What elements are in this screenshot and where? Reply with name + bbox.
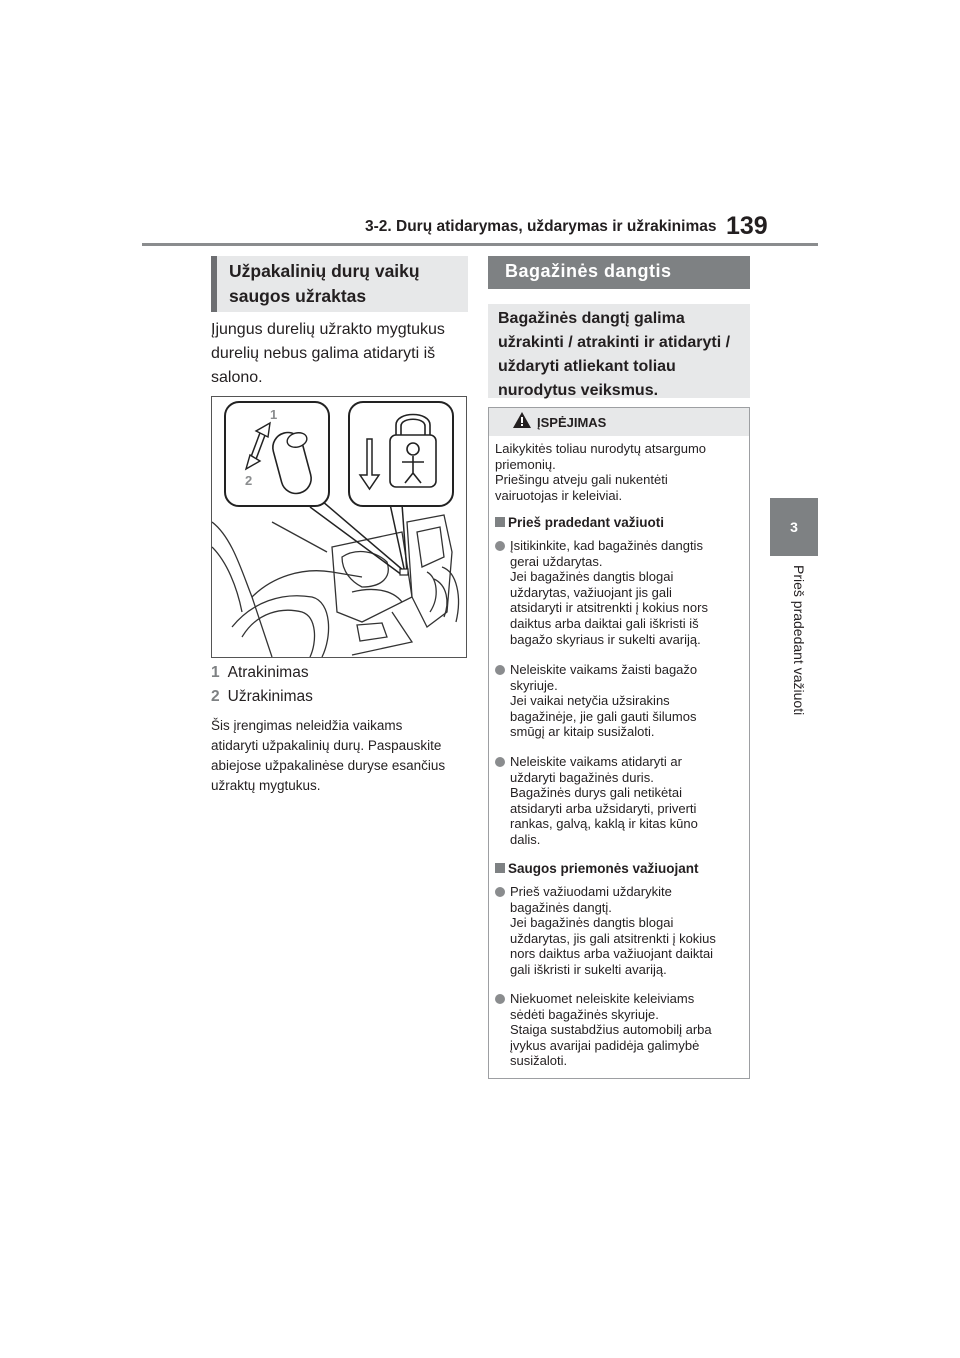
bullet-line: Įsitikinkite, kad bagažinės dangtis — [510, 538, 703, 553]
bullet-text — [510, 754, 742, 848]
bullet-line: Prieš važiuodami uždarykite — [510, 884, 672, 899]
warning-box — [488, 407, 750, 1079]
bullet-line: uždarytas, jis gali atsitrenkti į kokius — [510, 930, 716, 946]
door-illustration-svg — [212, 397, 466, 657]
subheading-text: Saugos priemonės važiuojant — [508, 861, 699, 876]
bullet-line: sėdėti bagažinės skyriuje. — [510, 1006, 659, 1022]
circle-bullet-icon — [495, 541, 505, 551]
bullet-line: Jei bagažinės dangtis blogai — [510, 915, 674, 931]
header-divider — [142, 243, 818, 246]
bullet-line: gerai uždarytas. — [510, 553, 603, 569]
bullet-line: skyriuje. — [510, 677, 558, 693]
bullet-line: Staiga sustabdžius automobilį arba — [510, 1022, 712, 1038]
square-bullet-icon — [495, 517, 505, 527]
warning-intro-line: vairuotojas ir keleiviai. — [495, 487, 623, 503]
intro-line: Bagažinės dangtį galima — [498, 310, 685, 327]
bullet-line: susižaloti. — [510, 1053, 568, 1069]
left-heading-line: saugos užraktas — [229, 286, 367, 306]
note-line: Šis įrengimas neleidžia vaikams — [211, 718, 403, 733]
legend-text: Užrakinimas — [227, 688, 313, 705]
bullet-line: atsidaryti ir atsitrenkti į kokius nors — [510, 600, 708, 616]
subheading-text: Prieš pradedant važiuoti — [508, 515, 665, 530]
left-section-heading — [211, 256, 468, 312]
section-title: 3-2. Durų atidarymas, uždarymas ir užrakinimas — [365, 218, 717, 235]
figure-label-1: 1 — [270, 407, 278, 422]
page-number: 139 — [726, 212, 768, 240]
bullet-text — [510, 538, 742, 647]
bullet-line: bagažinėje, jie gali gauti šilumos — [510, 708, 697, 724]
bullet-line: Neleiskite vaikams žaisti bagažo — [510, 662, 698, 677]
intro-line: uždaryti atliekant toliau — [498, 358, 676, 375]
bullet-line: daiktus arba daiktai gali iškristi iš — [510, 615, 699, 631]
bullet-line: rankas, galvą, kaklą ir kitas kūno — [510, 816, 698, 832]
bullet-line: dalis. — [510, 831, 541, 847]
bullet-line: Niekuomet neleiskite keleiviams — [510, 991, 695, 1006]
warning-intro — [495, 441, 745, 503]
bullet-text — [510, 662, 742, 740]
bullet-line: gali iškristi ir sukelti avariją. — [510, 961, 667, 977]
legend-item-unlock — [211, 664, 309, 682]
intro-line: durelių nebus galima atidaryti iš — [211, 345, 436, 362]
right-section-heading: Bagažinės dangtis — [488, 256, 750, 289]
legend-number: 1 — [211, 664, 220, 681]
circle-bullet-icon — [495, 994, 505, 1004]
left-heading-line: Užpakalinių durų vaikų — [229, 261, 420, 281]
right-intro-box — [488, 304, 750, 398]
warning-triangle-icon — [512, 411, 532, 429]
intro-line: nurodytus veiksmus. — [498, 382, 659, 399]
left-note — [211, 716, 469, 796]
circle-bullet-icon — [495, 757, 505, 767]
bullet-line: smūgį ar kitaip susižaloti. — [510, 724, 655, 740]
child-lock-illustration — [211, 396, 467, 658]
legend-item-lock — [211, 688, 313, 706]
legend-text: Atrakinimas — [227, 664, 309, 681]
bullet-line: bagažinės dangtį. — [510, 899, 612, 915]
note-line: atidaryti užpakalinių durų. Paspauskite — [211, 738, 442, 753]
figure-label-2: 2 — [245, 473, 253, 488]
bullet-line: bagažo skyriaus ir sukelti avariją. — [510, 631, 701, 647]
bullet-line: atsidaryti arba užsidaryti, priverti — [510, 800, 697, 816]
note-line: užraktų mygtukus. — [211, 778, 321, 793]
bullet-line: Jei vaikai netyčia užsirakins — [510, 693, 670, 709]
bullet-line: Bagažinės durys gali netikėtai — [510, 785, 682, 801]
note-line: abiejose užpakalinėse duryse esančius — [211, 758, 446, 773]
bullet-line: įvykus avarijai padidėja galimybė — [510, 1037, 700, 1053]
warning-intro-line: Laikykitės toliau nurodytų atsargumo — [495, 441, 707, 456]
bullet-text — [510, 884, 742, 978]
chapter-tab — [770, 498, 818, 556]
warning-subheading — [495, 515, 664, 530]
chapter-label: Prieš pradedant važiuoti — [791, 565, 807, 716]
legend-number: 2 — [211, 688, 220, 705]
bullet-text — [510, 991, 742, 1069]
bullet-line: Neleiskite vaikams atidaryti ar — [510, 754, 682, 769]
circle-bullet-icon — [495, 887, 505, 897]
circle-bullet-icon — [495, 665, 505, 675]
warning-intro-line: Priešingu atveju gali nukentėti — [495, 472, 668, 488]
bullet-line: uždaryti bagažinės duris. — [510, 769, 654, 785]
bullet-line: nors daiktus arba važiuojant daiktai — [510, 946, 714, 962]
warning-subheading — [495, 861, 699, 876]
intro-line: užrakinti / atrakinti ir atidaryti / — [498, 334, 731, 351]
warning-intro-line: priemonių. — [495, 456, 556, 472]
intro-line: salono. — [211, 369, 263, 386]
left-intro-text — [211, 318, 471, 390]
bullet-line: Jei bagažinės dangtis blogai — [510, 569, 674, 585]
intro-line: Įjungus durelių užrakto mygtukus — [211, 321, 445, 338]
chapter-number: 3 — [790, 519, 798, 535]
square-bullet-icon — [495, 863, 505, 873]
warning-title: ĮSPĖJIMAS — [537, 415, 607, 430]
bullet-line: uždarytas, važiuojant jis gali — [510, 584, 672, 600]
